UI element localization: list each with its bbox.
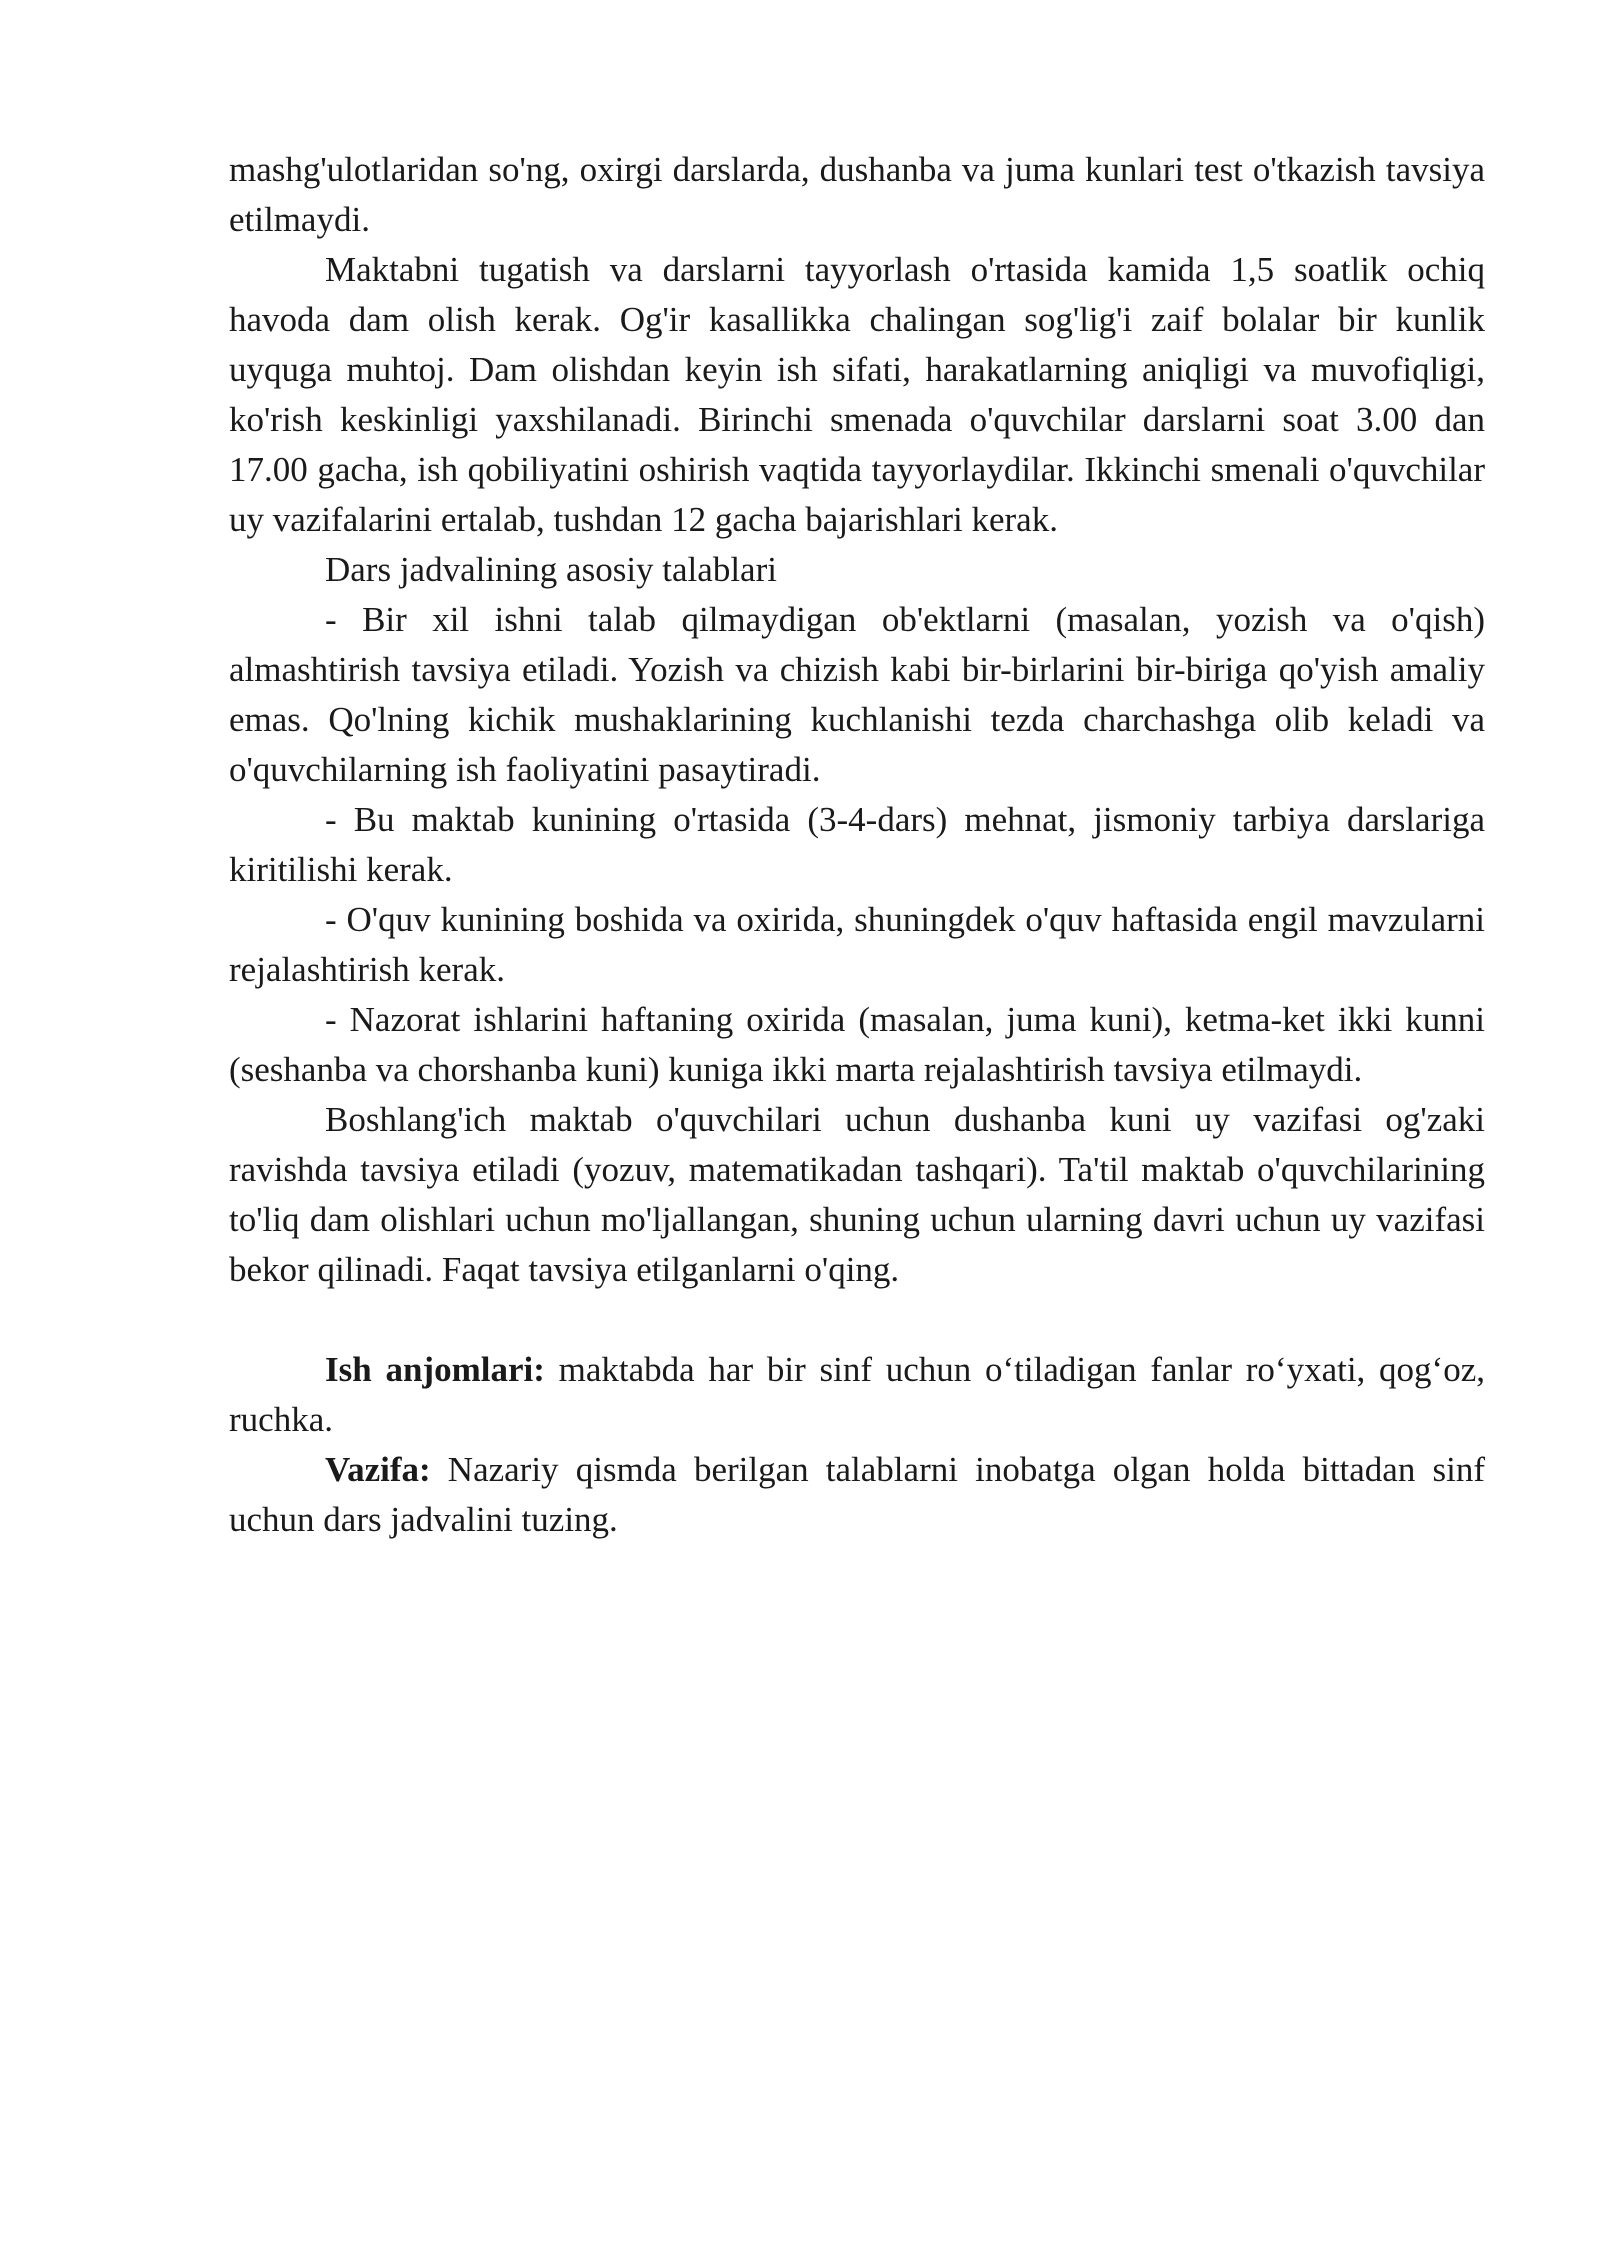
materials-label: Ish anjomlari:: [325, 1350, 545, 1389]
paragraph-task: [229, 1445, 1485, 1545]
task-label: Vazifa:: [325, 1450, 431, 1489]
paragraph-requirement-tests: - Nazorat ishlarini haftaning oxirida (masalan, juma kuni), ketma-ket ikki kunni (seshanba va chorshanba kuni) kuniga ikki marta rejalashtirish tavsiya etilmaydi.: [229, 1000, 1485, 1089]
paragraph-requirement-alternate: - Bir xil ishni talab qilmaydigan ob'ektlarni (masalan, yozish va o'qish) almashtirish tavsiya etiladi. Yozish va chizish kabi bir-birlarini bir-biriga qo'yish amaliy emas. Qo'lning kichik mushaklarining kuchlanishi tezda charchashga olib keladi va o'quvchilarning ish faoliyatini pasaytiradi.: [229, 600, 1485, 789]
blank-line: [229, 1295, 1485, 1345]
paragraph-requirement-light-topics: - O'quv kunining boshida va oxirida, shuningdek o'quv haftasida engil mavzularni rejalashtirish kerak.: [229, 900, 1485, 989]
paragraph-homework: Boshlang'ich maktab o'quvchilari uchun dushanba kuni uy vazifasi og'zaki ravishda tavsiya etiladi (yozuv, matematikadan tashqari). Ta'til maktab o'quvchilarining to'liq dam olishlari uchun mo'ljallangan, shuning uchun ularning davri uchun uy vazifasi bekor qilinadi. Faqat tavsiya etilganlarni o'qing.: [229, 1100, 1485, 1289]
paragraph-rest-period: Maktabni tugatish va darslarni tayyorlash o'rtasida kamida 1,5 soatlik ochiq havoda dam olish kerak. Og'ir kasallikka chalingan sog'lig'i zaif bolalar bir kunlik uyquga muhtoj. Dam olishdan keyin ish sifati, harakatlarning aniqligi va muvofiqligi, ko'rish keskinligi yaxshilanadi. Birinchi smenada o'quvchilar darslarni soat 3.00 dan 17.00 gacha, ish qobiliyatini oshirish vaqtida tayyorlaydilar. Ikkinchi smenali o'quvchilar uy vazifalarini ertalab, tushdan 12 gacha bajarishlari kerak.: [229, 250, 1485, 539]
paragraph-continuation: mashg'ulotlaridan so'ng, oxirgi darslarda, dushanba va juma kunlari test o'tkazish tavsiya etilmaydi.: [229, 150, 1485, 239]
paragraph-materials: [229, 1345, 1485, 1445]
materials-text: maktabda har bir sinf uchun oʻtiladigan fanlar roʻyxati, qogʻoz, ruchka.: [229, 1350, 1485, 1439]
paragraph-requirement-midday: - Bu maktab kunining o'rtasida (3-4-dars) mehnat, jismoniy tarbiya darslariga kiritilishi kerak.: [229, 800, 1485, 889]
document-body: [229, 145, 1485, 1545]
paragraph-schedule-heading: Dars jadvalining asosiy talablari: [325, 550, 777, 589]
task-text: Nazariy qismda berilgan talablarni inobatga olgan holda bittadan sinf uchun dars jadvalini tuzing.: [229, 1450, 1485, 1539]
